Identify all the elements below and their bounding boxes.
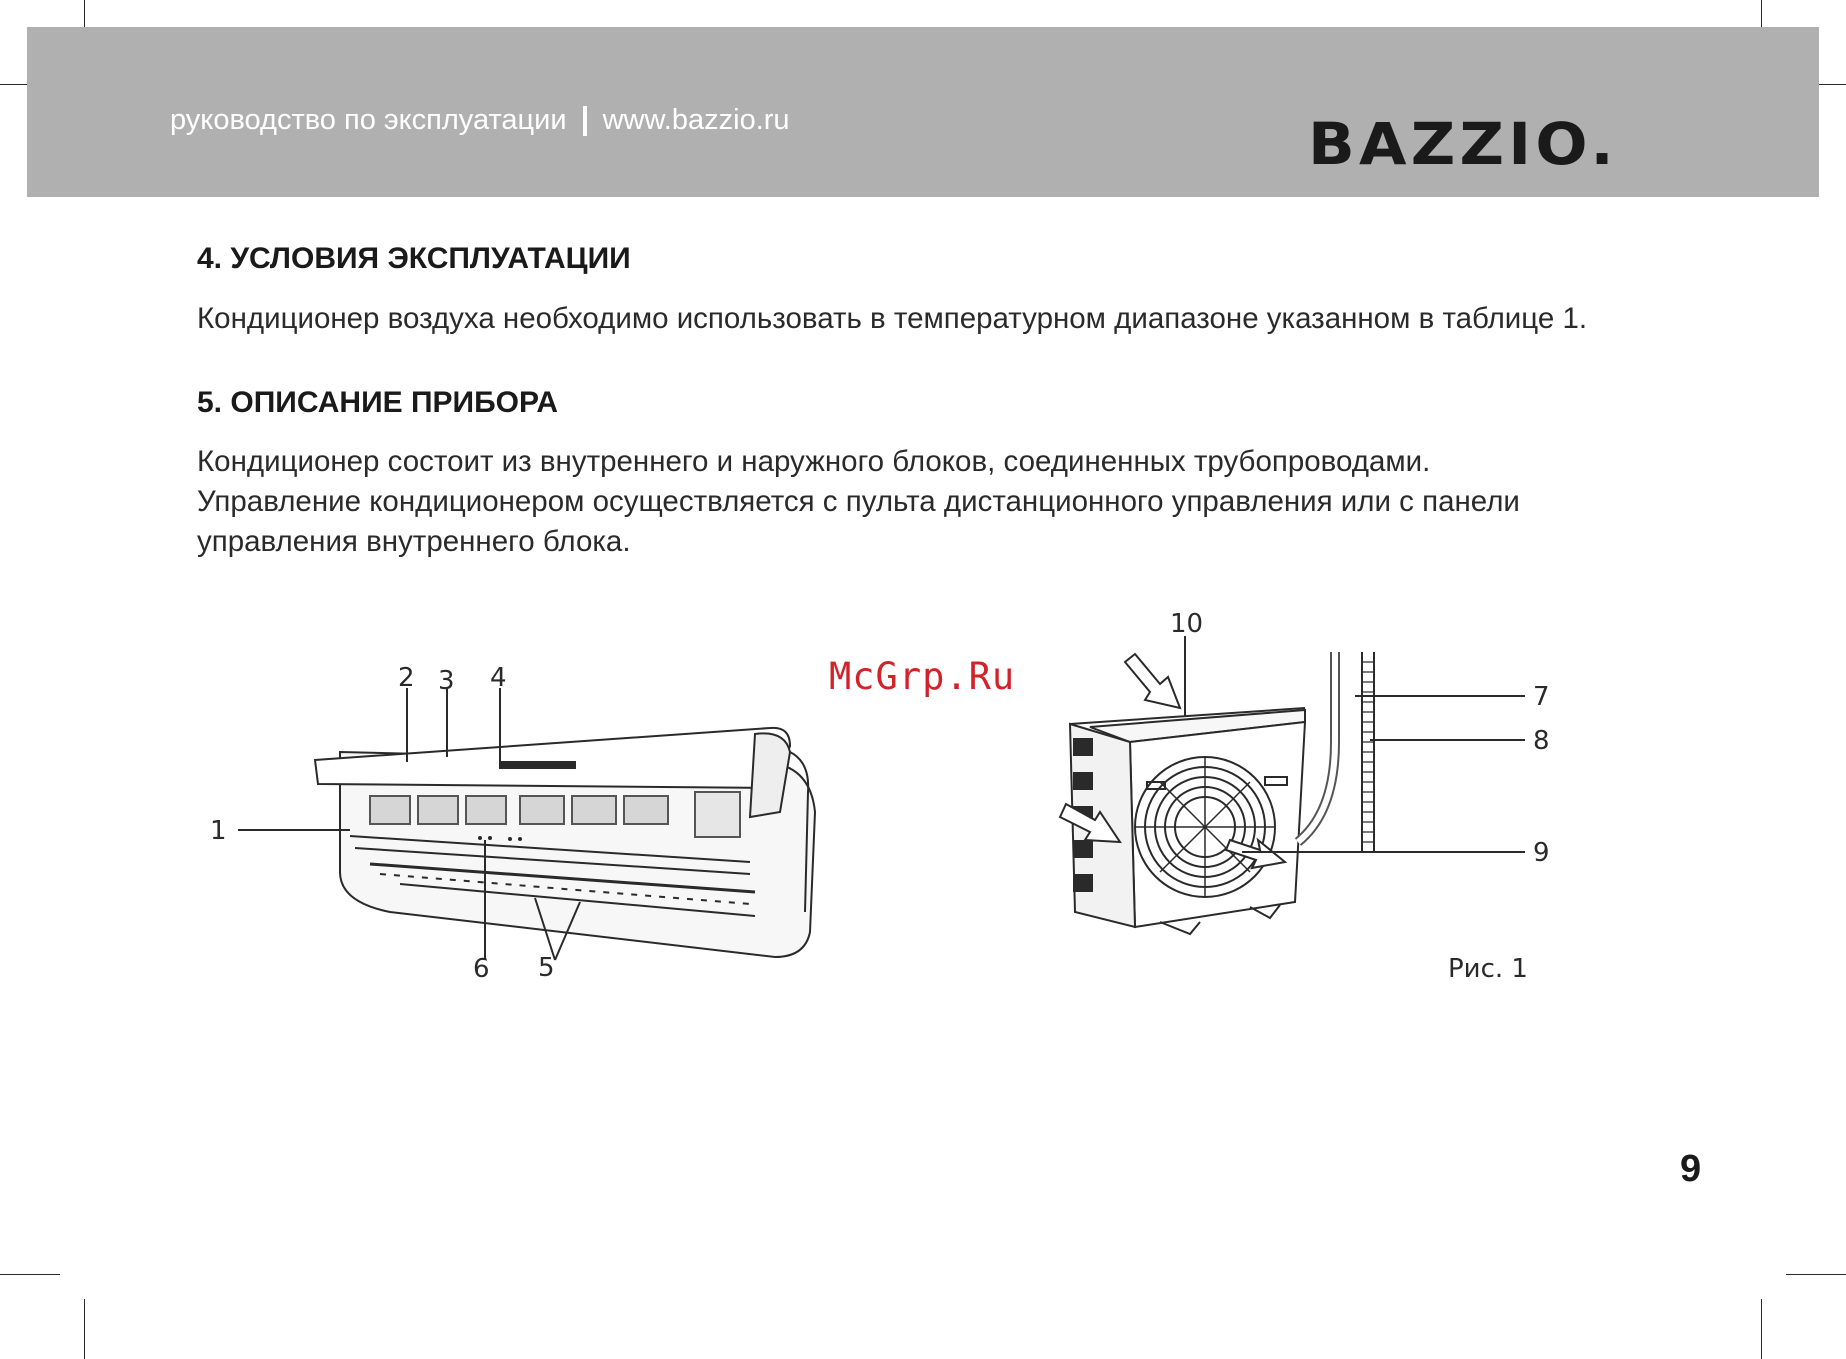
callout-1: 1 [210,816,227,846]
section-title: 5. ОПИСАНИЕ ПРИБОРА [197,386,559,419]
indoor-unit-illustration [238,688,815,960]
crop-mark [0,1274,60,1275]
callout-5: 5 [538,953,555,983]
callout-2: 2 [398,663,415,693]
header-separator [583,106,587,136]
section-paragraph-line: управления внутреннего блока. [197,525,631,558]
watermark: McGrp.Ru [829,655,1016,698]
callout-3: 3 [438,666,455,696]
callout-6: 6 [473,954,490,984]
crop-mark [84,1299,85,1359]
callout-7: 7 [1533,682,1550,712]
header-line [170,104,790,137]
callout-8: 8 [1533,726,1550,756]
callout-4: 4 [490,663,507,693]
section-paragraph: Кондиционер воздуха необходимо использовать в температурном диапазоне указанном в таблице 1. [197,302,1588,335]
website-link[interactable]: www.bazzio.ru [602,104,790,136]
logo-text: BAZZIO. [1308,116,1618,168]
section-paragraph-line: Управление кондиционером осуществляется с пульта дистанционного управления или с панели [197,485,1520,518]
crop-mark [1761,1299,1762,1359]
figure-caption: Рис. 1 [1448,954,1528,984]
page-number: 9 [1680,1148,1702,1190]
bazzio-logo [1308,116,1620,168]
crop-mark [1786,1274,1846,1275]
callout-9: 9 [1533,838,1550,868]
outdoor-unit-illustration [1060,636,1525,934]
section-paragraph-line: Кондиционер состоит из внутреннего и наружного блоков, соединенных трубопроводами. [197,445,1431,478]
callout-10: 10 [1170,612,1204,639]
manual-subtitle: руководство по эксплуатации [170,104,567,136]
section-title: 4. УСЛОВИЯ ЭКСПЛУАТАЦИИ [197,242,631,275]
